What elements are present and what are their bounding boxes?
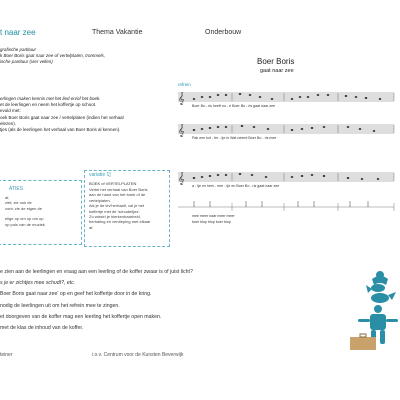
decorative-figure-icon bbox=[350, 265, 400, 350]
theme-value: Vakantie bbox=[115, 29, 143, 36]
intro-line: k Boer Boris gaat naar zee of vertelplaten, trommels, bbox=[0, 53, 106, 59]
figure-illustration bbox=[350, 265, 400, 350]
variation-lines: Vertel het verhaal van Boer Boris aan de hand van het boek of de vertelplaten. Als je de lev'herhaalt, val je het koffertje met de 'schudeitjes'. Zo wissel je hierkenbaarheid, herhaling en verdieping met elkaar af. bbox=[89, 187, 151, 230]
footer-org: i.o.v. Centrum voor de Kunsten Beverwijk bbox=[92, 352, 184, 358]
suitcase-icon bbox=[350, 337, 376, 350]
svg-text:𝄞: 𝄞 bbox=[178, 92, 185, 105]
level-label: Onderbouw bbox=[205, 29, 242, 36]
staff-notation bbox=[172, 55, 400, 255]
intro-line: ische partituur (vier vellen) bbox=[0, 59, 53, 65]
notes-percussion bbox=[194, 201, 368, 207]
instruction-line: met de klas de inhoud van de koffer. bbox=[0, 325, 84, 332]
staff-lines bbox=[178, 93, 394, 211]
song-subtitle: gaat naar zee bbox=[260, 68, 294, 74]
music-score bbox=[172, 55, 400, 255]
variations-box-left bbox=[0, 180, 82, 245]
lyric-line: mee meer naar meer meer bbox=[192, 214, 235, 218]
instruction-line: e zien aan de leerlingen en vraag aan een leerling of de koffer zwaar is of juist licht? bbox=[0, 269, 193, 275]
lyric-line: Pak een kof - fer - tje in Wat neemt Boer Bo - ris mee bbox=[192, 136, 277, 140]
box-heading: ATIES bbox=[9, 186, 24, 192]
lyric-line: boer blop blop boer blop bbox=[192, 220, 231, 224]
variation-heading: variatie 1] bbox=[89, 172, 111, 178]
song-title: Boer Boris bbox=[257, 57, 295, 66]
step-line: oek Boer Boris gaat naar zee / vertelplaten (indien het verhaal bbox=[0, 114, 124, 120]
instruction-line: Boer Boris gaat naar zee' op en geef het koffertje door in de kring. bbox=[0, 291, 152, 298]
step-line: erlingen maken kennis met het lied en/of het boek. bbox=[0, 96, 101, 101]
svg-text:𝄞: 𝄞 bbox=[178, 172, 185, 185]
step-line: tjes (als de leerlingen het verhaal van Boer Boris al kennen). bbox=[0, 127, 121, 133]
intro-line: grafische partituur bbox=[0, 47, 37, 52]
document-title: t naar zee bbox=[0, 28, 36, 37]
steps-list bbox=[0, 96, 124, 133]
theme-label: Thema Vakantie bbox=[92, 29, 143, 36]
instruction-line: et doorgeven van de koffer mag een leerling het koffertje open maken. bbox=[0, 313, 162, 320]
clef-glyphs bbox=[178, 92, 185, 185]
variation-subheading: BOEK of VERTELPLATEN bbox=[89, 181, 137, 186]
lyric-line: a - tje en hem - mer - tje en Boer Bo - ris gaat naar zee bbox=[192, 184, 280, 188]
box-lines: af, ziet; zie ook de vont; zie de eigen de elige op om op om op op puls van de muziek. bbox=[5, 195, 46, 227]
refrain-label: refrein bbox=[178, 82, 191, 87]
footer-author: teiner bbox=[0, 352, 13, 358]
lyric-line: Boer Bo - ris heeft nu - e Boer Bo - ris gaat naar zee bbox=[192, 104, 276, 108]
intro-list bbox=[0, 47, 105, 66]
step-line: elezen). bbox=[0, 120, 17, 126]
step-line: evuld met: bbox=[0, 108, 21, 114]
step-line: et de leerlingen en neem het koffertje op schoot. bbox=[0, 102, 97, 108]
instructions-list bbox=[0, 267, 193, 334]
variation-box bbox=[84, 170, 170, 247]
instruction-line: s je er zichtjes mee schudt?, etc. bbox=[0, 280, 76, 287]
instruction-line: nodig de leerlingen uit om het refrein mee te zingen. bbox=[0, 302, 120, 309]
svg-text:𝄞: 𝄞 bbox=[178, 124, 185, 137]
